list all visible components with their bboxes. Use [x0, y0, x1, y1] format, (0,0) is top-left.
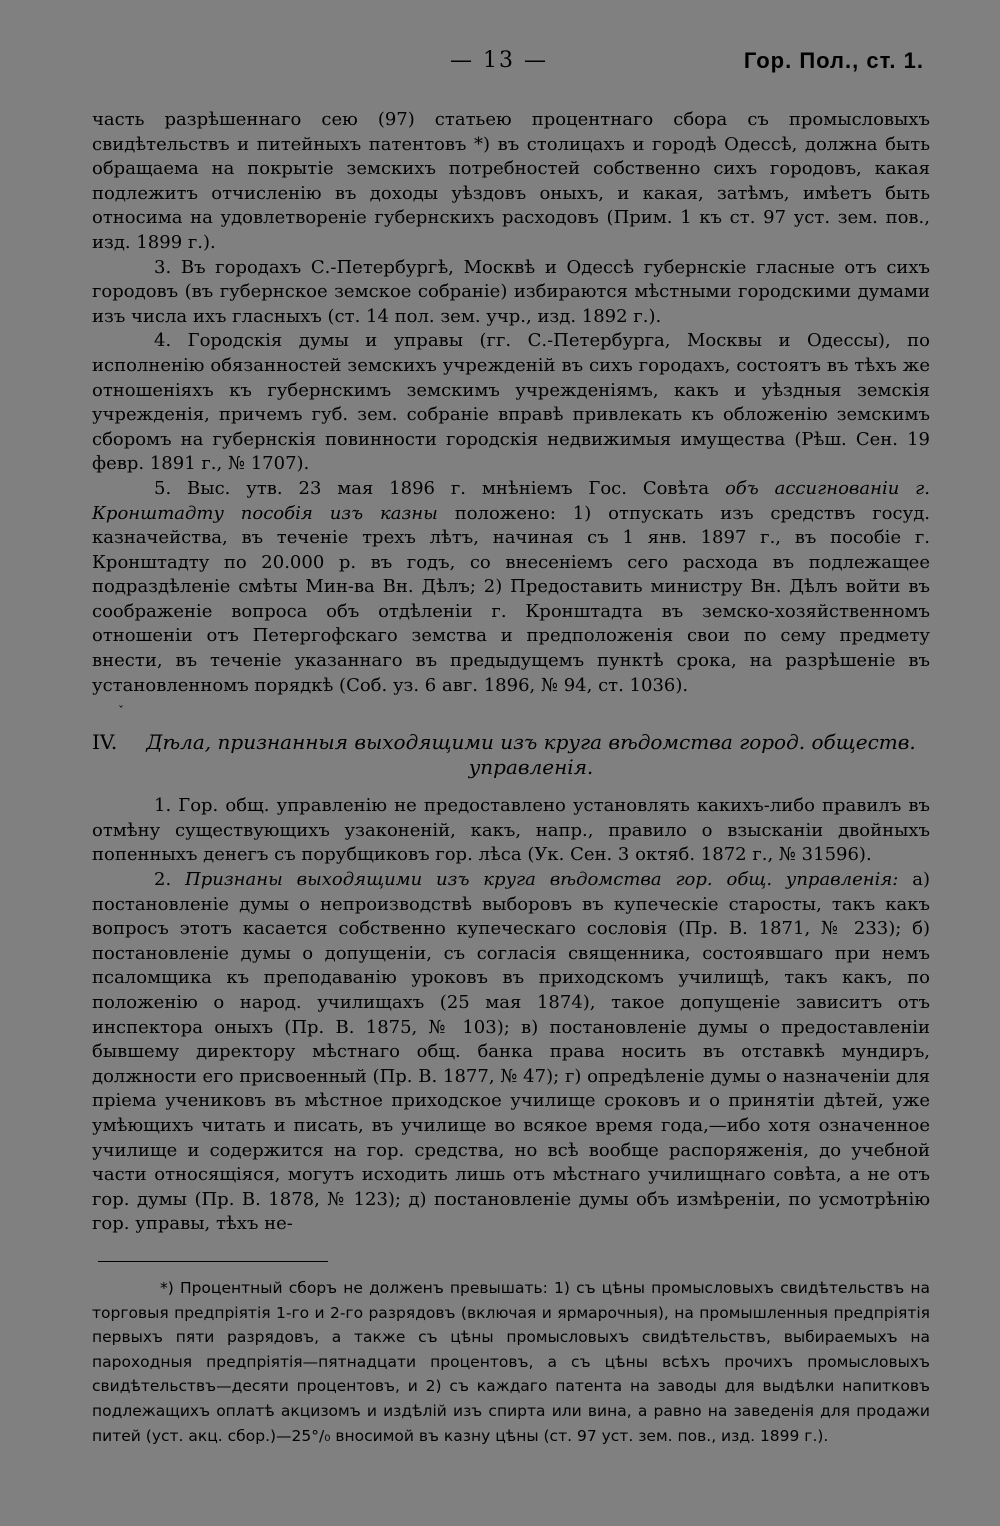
section-number: IV.: [92, 730, 118, 755]
footnote: [92, 1276, 930, 1448]
page-number: — 13 —: [450, 48, 548, 73]
footnote-text: *) Процентный сборъ не долженъ превышать: 1) съ цѣны промысловыхъ свидѣтельствъ на торговыя предпріятія 1-го и 2-го разрядовъ (включая и ярмарочныя), на промышленныя предпріятія первыхъ пяти разрядовъ, а также съ цѣны промысловыхъ свидѣтельствъ, выбираемыхъ на пароходныя предпріятія—пятнадцати процентовъ, а съ цѣны всѣхъ прочихъ промысловыхъ свидѣтельствъ—десяти процентовъ, и 2) съ каждаго патента на заводы для выдѣлки напитковъ подлежащихъ оплатѣ акцизомъ и издѣлій изъ спирта или вина, а равно на заведенія для продажи питей (уст. акц. сбор.)—25°/₀ вносимой въ казну цѣны (ст. 97 уст. зем. пов., изд. 1899 г.).: [92, 1278, 930, 1445]
section-paragraph-2: [92, 868, 930, 1237]
footnote-separator: [98, 1261, 328, 1262]
section-paragraph-2-body: а) постановленіе думы о непроизводствѣ выборовъ въ купеческіе старосты, такъ какъ вопросъ этотъ касается собственно купеческаго сословія (Пр. В. 1871, № 233); б) постановленіе думы о допущеніи, съ согласія священника, состоявшаго при немъ псаломщика къ преподаванію уроковъ въ приходскомъ училищѣ, такъ какъ, по положенію о народ. училищахъ (25 мая 1874), такое допущеніе зависитъ отъ инспектора оныхъ (Пр. В. 1875, № 103); в) постановленіе думы о предоставленіи бывшему директору мѣстнаго общ. банка права носить въ отставкѣ мундиръ, должности его присвоенный (Пр. В. 1877, № 47); г) опредѣленіе думы о назначеніи для пріема учениковъ въ мѣстное приходское училище сроковъ и о принятіи дѣтей, уже умѣющихъ читать и писать, въ училище во всякое время года,—ибо хотя означенное училище и содержится на гор. средства, но всѣ вообще распоряженія, до учебной части относящіяся, могутъ исходить лишь отъ мѣстнаго училищнаго совѣта, а не отъ гор. думы (Пр. В. 1878, № 123); д) постановленіе думы объ измѣреніи, по усмотрѣнію гор. управы, тѣхъ не-: [92, 869, 930, 1235]
section-heading: [92, 730, 930, 780]
document-page: [92, 48, 930, 1448]
section-title: Дѣла, признанныя выходящими изъ круга вѣдомства город. обществ. управленія.: [146, 730, 916, 780]
paragraph-5-lead: 5. Выс. утв. 23 мая 1896 г. мнѣніемъ Гос. Совѣта: [154, 477, 725, 499]
stray-mark: ˇ: [118, 704, 124, 719]
section-paragraph-2-number: 2.: [154, 869, 186, 891]
section-paragraph-2-italic: Признаны выходящими изъ круга вѣдомства гор. общ. управленія:: [185, 869, 899, 891]
paragraph-continuation: часть разрѣшеннаго сею (97) статьею процентнаго сбора съ промысловыхъ свидѣтельствъ и питейныхъ патентовъ *) въ столицахъ и городѣ Одессѣ, должна быть обращаема на покрытіе земскихъ потребностей собственно сихъ городовъ, какая подлежитъ отчисленію въ доходы уѣздовъ оныхъ, и какая, затѣмъ, имѣетъ быть относима на удовлетвореніе губернскихъ расходовъ (Прим. 1 къ ст. 97 уст. зем. пов., изд. 1899 г.).: [92, 109, 930, 253]
paragraph-5-body: положено: 1) отпускать изъ средствъ госуд. казначейства, въ теченіе трехъ лѣтъ, начиная съ 1 янв. 1897 г., въ пособіе г. Кронштадту по 20.000 р. въ годъ, со внесеніемъ сего расхода въ подлежащее подраздѣленіе смѣты Мин-ва Вн. Дѣлъ; 2) Предоставить министру Вн. Дѣлъ войти въ соображеніе вопроса объ отдѣленіи г. Кронштадта въ земско-хозяйственномъ отношеніи отъ Петергофскаго земства и предположенія свои по сему предмету внести, въ теченіе указаннаго въ предыдущемъ пунктѣ срока, на разрѣшеніе въ установленномъ порядкѣ (Соб. уз. 6 авг. 1896, № 94, ст. 1036).: [92, 502, 930, 696]
paragraph-3: 3. Въ городахъ С.-Петербургѣ, Москвѣ и Одессѣ губернскіе гласные отъ сихъ городовъ (въ губернское земское собраніе) избираются мѣстными городскими думами изъ числа ихъ гласныхъ (ст. 14 пол. зем. учр., изд. 1892 г.).: [92, 256, 930, 327]
paragraph-5-italic-title: объ ассигнованіи г. Кронштадту пособія изъ казны: [92, 477, 930, 524]
section-paragraph-1: 1. Гор. общ. управленію не предоставлено установлять какихъ-либо правилъ въ отмѣну существующихъ узаконеній, какъ, напр., правило о взысканіи двойныхъ попенныхъ денегъ съ порубщиковъ гор. лѣса (Ук. Сен. 3 октяб. 1872 г., № 31596).: [92, 795, 930, 866]
paragraph-5: [92, 477, 930, 698]
paragraph-4: 4. Городскія думы и управы (гг. С.-Петербурга, Москвы и Одессы), по исполненію обязанностей земскихъ учрежденій въ сихъ городахъ, состоятъ въ тѣхъ же отношеніяхъ къ губернскимъ земскимъ учрежденіямъ, какъ и уѣздныя земскія учрежденія, причемъ губ. зем. собраніе вправѣ привлекать къ обложенію земскимъ сборомъ на губернскія повинности городскія недвижимыя имущества (Рѣш. Сен. 19 февр. 1891 г., № 1707).: [92, 330, 930, 475]
main-text: [92, 108, 930, 1237]
running-title: Гор. Пол., ст. 1.: [743, 48, 924, 73]
page-header: [92, 48, 930, 88]
